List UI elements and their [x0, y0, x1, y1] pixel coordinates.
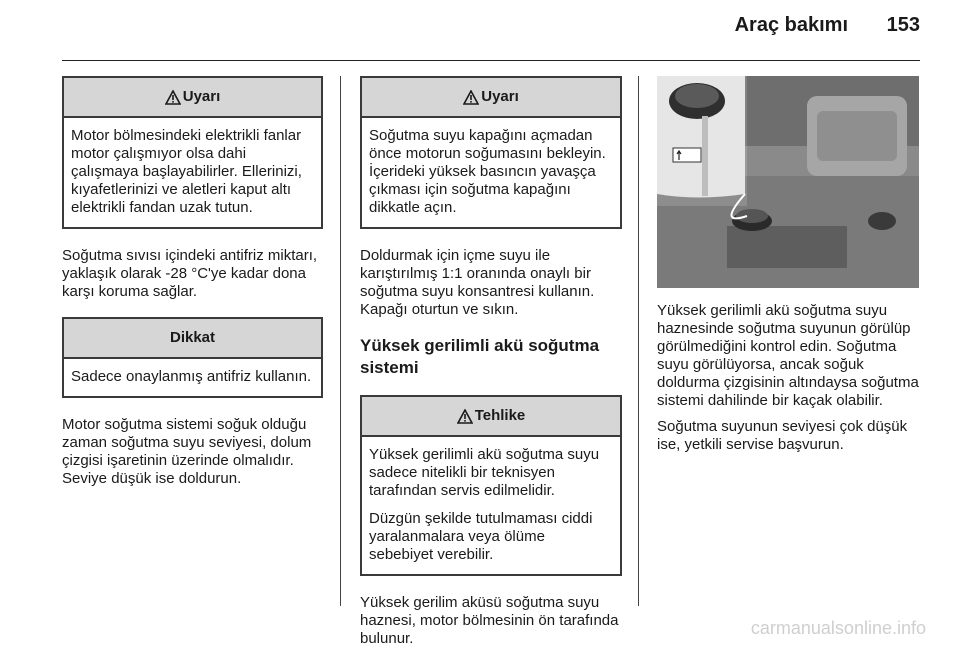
caution-box-header: [64, 319, 321, 359]
danger-box-text-1: Yüksek gerilimli akü soğutma suyu sadece nitelikli bir teknisyen tarafından servis edilmelidir.: [369, 446, 600, 499]
caution-box: [62, 317, 323, 398]
check-coolant-paragraph: Yüksek gerilimli akü soğutma suyu haznesinde soğutma suyunun görülüp görülmediğini kontrol edin. Soğutma suyu görülüyorsa, ancak soğuk doldurma çizgisinin altındaysa soğutma sistemi dahilinde bir kaçak olabilir.: [657, 302, 919, 409]
danger-box-header: [362, 397, 620, 437]
section-heading: Yüksek gerilimli akü soğutma sistemi: [360, 336, 600, 377]
warning-box-header: [362, 78, 620, 118]
header-divider: [62, 60, 920, 61]
warning-box: [360, 76, 622, 229]
danger-box: [360, 395, 622, 576]
antifreeze-paragraph: Soğutma sıvısı içindeki antifriz miktarı, yaklaşık olarak -28 °C'ye kadar dona karşı koruma sağlar.: [62, 247, 318, 300]
refill-paragraph: Doldurmak için içme suyu ile karıştırılmış 1:1 oranında onaylı bir soğutma suyu konsantresi kullanın. Kapağı oturtun ve sıkın.: [360, 247, 595, 318]
warning-box: [62, 76, 323, 229]
warning-triangle-icon: [457, 409, 473, 424]
column-divider-2: [638, 76, 639, 606]
column-3: [657, 76, 923, 470]
column-divider-1: [340, 76, 341, 606]
warning-box-text: Motor bölmesindeki elektrikli fanlar motor çalışmıyor olsa dahi çalışmaya başlayabilirler. Ellerinizi, kıyafetlerinizi ve aletleri kaput altı elektrikli fandan uzak tutun.: [71, 127, 302, 216]
chapter-title: Araç bakımı: [734, 14, 848, 36]
column-2: [360, 76, 622, 664]
coolant-level-paragraph: Motor soğutma sistemi soğuk olduğu zaman soğutma suyu seviyesi, dolum çizgisi işaretinin üzerinde olmalıdır. Seviye düşük ise doldurun.: [62, 416, 312, 487]
column-1: [62, 76, 323, 504]
page-number: 153: [886, 14, 920, 36]
coolant-reservoir-photo: [657, 76, 919, 288]
danger-box-text-2: Düzgün şekilde tutulmaması ciddi yaralanmalara veya ölüme sebebiyet verebilir.: [369, 510, 593, 563]
caution-box-title: Dikkat: [169, 329, 216, 346]
watermark: carmanualsonline.info: [750, 618, 926, 638]
warning-box-header: [64, 78, 321, 118]
warning-triangle-icon: [463, 90, 479, 105]
reservoir-location-paragraph: Yüksek gerilim aküsü soğutma suyu haznesi, motor bölmesinin ön tarafında bulunur.: [360, 594, 619, 647]
warning-box-title: Uyarı: [481, 88, 519, 105]
warning-box-title: Uyarı: [182, 88, 221, 105]
warning-triangle-icon: [165, 90, 181, 105]
low-level-paragraph: Soğutma suyunun seviyesi çok düşük ise, yetkili servise başvurun.: [657, 418, 908, 453]
caution-box-text: Sadece onaylanmış antifriz kullanın.: [71, 368, 312, 385]
danger-box-title: Tehlike: [474, 407, 526, 424]
warning-box-text: Soğutma suyu kapağını açmadan önce motorun soğumasını bekleyin. İçerideki yüksek basıncın yavaşça çıkması için soğutma kapağını dikkatle açın.: [369, 127, 606, 216]
